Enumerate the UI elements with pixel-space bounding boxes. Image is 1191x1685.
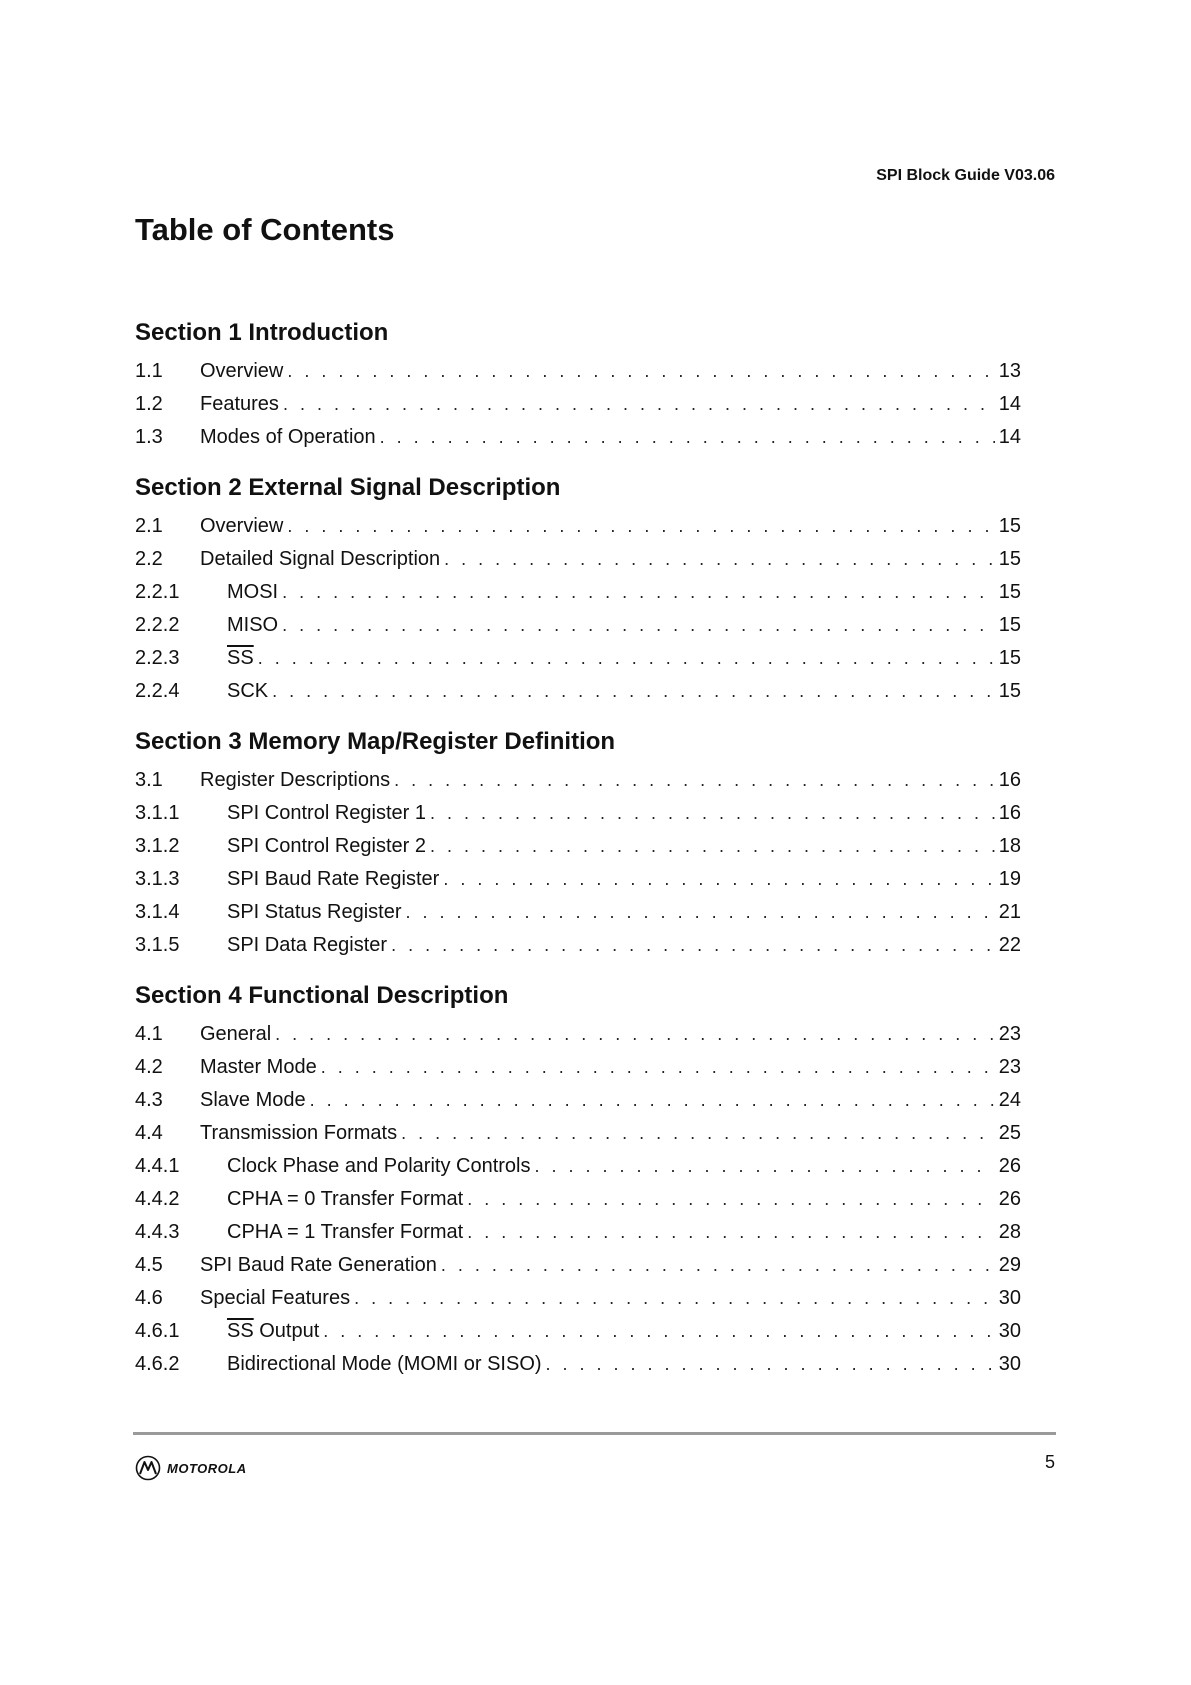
table-of-contents — [135, 318, 1021, 1400]
dot-leader — [534, 1150, 995, 1183]
entry-number: 2.2 — [135, 548, 163, 570]
entry-title: Detailed Signal Description — [200, 548, 441, 570]
entry-page: 14 — [998, 426, 1021, 448]
entry-page: 15 — [998, 515, 1021, 537]
dot-leader — [323, 1315, 995, 1348]
footer-divider — [133, 1432, 1056, 1435]
dot-leader — [283, 388, 995, 421]
entry-number: 2.1 — [135, 515, 163, 537]
dot-leader — [443, 863, 995, 896]
dot-leader — [287, 510, 995, 543]
entry-title: Special Features — [200, 1287, 351, 1309]
dot-leader — [444, 543, 995, 576]
entry-number: 2.2.2 — [135, 614, 180, 636]
entry-number: 3.1.5 — [135, 934, 180, 956]
toc-entry[interactable] — [135, 1315, 1021, 1348]
toc-entry[interactable] — [135, 675, 1021, 708]
entry-page: 24 — [998, 1089, 1021, 1111]
entry-title: Overview — [200, 515, 284, 537]
entry-number: 3.1.2 — [135, 835, 180, 857]
entry-title: Features — [200, 393, 279, 415]
entry-number: 4.4.2 — [135, 1188, 180, 1210]
entry-title — [227, 1315, 323, 1348]
dot-leader — [401, 1117, 995, 1150]
entry-page: 15 — [998, 581, 1021, 603]
entry-page: 18 — [998, 835, 1021, 857]
dot-leader — [287, 355, 995, 388]
dot-leader — [282, 576, 995, 609]
toc-entry[interactable] — [135, 764, 1021, 797]
entry-page: 23 — [998, 1056, 1021, 1078]
entry-title: Clock Phase and Polarity Controls — [227, 1155, 531, 1177]
entry-title: Modes of Operation — [200, 426, 376, 448]
toc-entry[interactable] — [135, 1282, 1021, 1315]
entry-number: 3.1.4 — [135, 901, 180, 923]
entry-page: 16 — [998, 769, 1021, 791]
dot-leader — [394, 764, 995, 797]
dot-leader — [546, 1348, 995, 1381]
dot-leader — [380, 421, 995, 454]
toc-entry[interactable] — [135, 576, 1021, 609]
brand-wordmark: MOTOROLA — [167, 1460, 247, 1476]
entry-title: MOSI — [227, 581, 279, 603]
entry-number: 4.3 — [135, 1089, 163, 1111]
toc-entry[interactable] — [135, 1150, 1021, 1183]
dot-leader — [258, 642, 995, 675]
dot-leader — [441, 1249, 995, 1282]
entry-page: 19 — [998, 868, 1021, 890]
dot-leader — [467, 1216, 995, 1249]
entry-page: 29 — [998, 1254, 1021, 1276]
entry-title: SPI Baud Rate Generation — [200, 1254, 437, 1276]
entry-number: 4.2 — [135, 1056, 163, 1078]
entry-title: SPI Control Register 2 — [227, 835, 426, 857]
toc-entry[interactable] — [135, 1249, 1021, 1282]
entry-page: 15 — [998, 680, 1021, 702]
toc-entry[interactable] — [135, 421, 1021, 454]
toc-entry[interactable] — [135, 1216, 1021, 1249]
entry-number: 3.1.1 — [135, 802, 180, 824]
entry-page: 13 — [998, 360, 1021, 382]
dot-leader — [282, 609, 995, 642]
entry-title: SPI Baud Rate Register — [227, 868, 440, 890]
entry-title: Master Mode — [200, 1056, 317, 1078]
entry-number: 4.1 — [135, 1023, 163, 1045]
page-number: 5 — [1044, 1452, 1055, 1472]
entry-page: 30 — [998, 1353, 1021, 1375]
toc-section-2 — [135, 473, 1021, 708]
entry-page: 28 — [998, 1221, 1021, 1243]
toc-entry[interactable] — [135, 388, 1021, 421]
section-heading: Section 1 Introduction — [135, 319, 389, 346]
entry-page: 15 — [998, 548, 1021, 570]
page-title: Table of Contents — [135, 212, 395, 247]
document-header: SPI Block Guide V03.06 — [876, 167, 1055, 184]
entry-number: 4.5 — [135, 1254, 163, 1276]
entry-number: 4.6.1 — [135, 1320, 180, 1342]
dot-leader — [406, 896, 995, 929]
entry-number: 1.1 — [135, 360, 163, 382]
entry-number: 2.2.4 — [135, 680, 180, 702]
toc-entry[interactable] — [135, 863, 1021, 896]
entry-number: 4.4 — [135, 1122, 163, 1144]
entry-number: 4.6.2 — [135, 1353, 180, 1375]
toc-entry[interactable] — [135, 1117, 1021, 1150]
toc-entry[interactable] — [135, 609, 1021, 642]
entry-title: Register Descriptions — [200, 769, 391, 791]
entry-title: MISO — [227, 614, 279, 636]
toc-entry[interactable] — [135, 1348, 1021, 1381]
dot-leader — [354, 1282, 995, 1315]
entry-number: 1.3 — [135, 426, 163, 448]
entry-page: 26 — [998, 1155, 1021, 1177]
entry-number: 1.2 — [135, 393, 163, 415]
entry-page: 23 — [998, 1023, 1021, 1045]
toc-entry[interactable] — [135, 543, 1021, 576]
entry-title: SPI Control Register 1 — [227, 802, 426, 824]
dot-leader — [430, 830, 995, 863]
toc-entry[interactable] — [135, 1018, 1021, 1051]
toc-entry[interactable] — [135, 1084, 1021, 1117]
entry-title: CPHA = 0 Transfer Format — [227, 1188, 464, 1210]
dot-leader — [275, 1018, 995, 1051]
toc-entry[interactable] — [135, 929, 1021, 962]
toc-section-3 — [135, 727, 1021, 962]
entry-number: 2.2.1 — [135, 581, 180, 603]
toc-entry[interactable] — [135, 1051, 1021, 1084]
toc-entry[interactable] — [135, 642, 1021, 675]
toc-entry[interactable] — [135, 830, 1021, 863]
entry-title: CPHA = 1 Transfer Format — [227, 1221, 464, 1243]
entry-page: 30 — [998, 1320, 1021, 1342]
dot-leader — [272, 675, 995, 708]
toc-entry[interactable] — [135, 510, 1021, 543]
entry-title: SPI Data Register — [227, 934, 388, 956]
entry-page: 26 — [998, 1188, 1021, 1210]
section-heading: Section 4 Functional Description — [135, 982, 509, 1009]
dot-leader — [430, 797, 995, 830]
entry-title: Bidirectional Mode (MOMI or SISO) — [227, 1353, 542, 1375]
entry-title: SPI Status Register — [227, 901, 402, 923]
entry-title: SCK — [227, 680, 269, 702]
entry-number: 3.1.3 — [135, 868, 180, 890]
entry-number: 4.4.3 — [135, 1221, 180, 1243]
dot-leader — [310, 1084, 995, 1117]
entry-title: Transmission Formats — [200, 1122, 398, 1144]
entry-title: Slave Mode — [200, 1089, 306, 1111]
motorola-logo — [135, 1455, 247, 1481]
entry-page: 15 — [998, 647, 1021, 669]
entry-title: General — [200, 1023, 272, 1045]
entry-page: 30 — [998, 1287, 1021, 1309]
toc-section-1 — [135, 318, 1021, 454]
entry-title: Overview — [200, 360, 284, 382]
motorola-batwing-icon — [135, 1455, 161, 1481]
section-heading: Section 3 Memory Map/Register Definition — [135, 728, 616, 755]
entry-page: 21 — [998, 901, 1021, 923]
section-heading: Section 2 External Signal Description — [135, 474, 561, 501]
entry-page: 22 — [998, 934, 1021, 956]
toc-entry[interactable] — [135, 1183, 1021, 1216]
entry-title: $\overline{SS}$ — [227, 647, 254, 669]
entry-page: 14 — [998, 393, 1021, 415]
entry-page: 16 — [998, 802, 1021, 824]
dot-leader — [467, 1183, 995, 1216]
entry-page: 15 — [998, 614, 1021, 636]
dot-leader — [391, 929, 995, 962]
entry-title-rest: Output — [253, 1320, 320, 1342]
entry-number: 3.1 — [135, 769, 163, 791]
entry-number: 4.6 — [135, 1287, 163, 1309]
toc-entry[interactable] — [135, 797, 1021, 830]
toc-entry[interactable] — [135, 896, 1021, 929]
dot-leader — [321, 1051, 995, 1084]
toc-section-4 — [135, 981, 1021, 1381]
entry-page: 25 — [998, 1122, 1021, 1144]
entry-number: 2.2.3 — [135, 647, 180, 669]
ss-overline-label: $\overline{SS}$ — [227, 1320, 254, 1342]
toc-entry[interactable] — [135, 355, 1021, 388]
entry-number: 4.4.1 — [135, 1155, 180, 1177]
